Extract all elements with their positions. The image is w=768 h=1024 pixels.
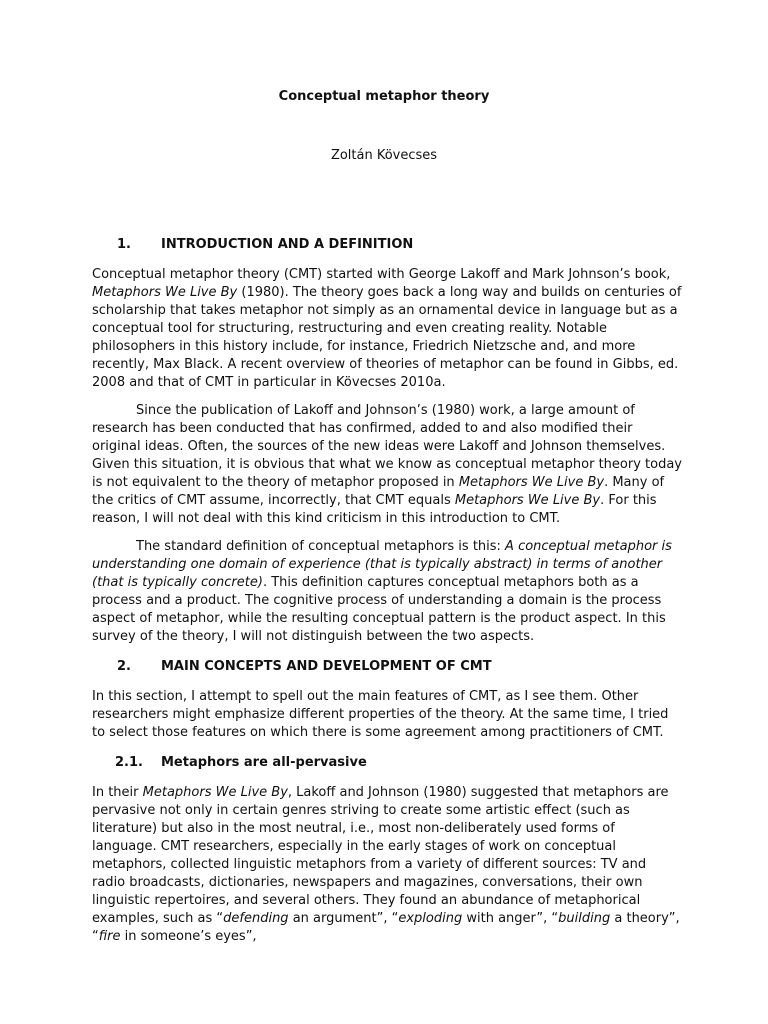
book-title: Metaphors We Live By [92, 285, 238, 300]
section-1-heading [92, 236, 682, 254]
example-term: fire [98, 929, 121, 944]
document-author: Zoltán Kövecses [330, 148, 438, 163]
section-1-title: INTRODUCTION AND A DEFINITION [161, 237, 414, 252]
section-2-title: MAIN CONCEPTS AND DEVELOPMENT OF CMT [161, 659, 492, 674]
section-1-paragraph-2: Since the publication of Lakoff and Johnson’s (1980) work, a large amount of research has been conducted that has confirmed, added to and also modified their original ideas. Often, the sources of the new ideas were Lakoff and Johnson themselves. Given this situation, it is obvious that what we know as conceptual metaphor theory today is not equivalent to the theory of metaphor proposed in Metaphors We Live By. Many of the critics of CMT assume, incorrectly, that CMT equals Metaphors We Live By. For this reason, I will not deal with this kind criticism in this introduction to CMT. [92, 403, 682, 526]
book-title: Metaphors We Live By [454, 493, 601, 508]
section-1-paragraph-3: The standard definition of conceptual metaphors is this: A conceptual metaphor is understanding one domain of experience (that is typically abstract) in terms of another (that is typically concrete). This definition captures conceptual metaphors both as a process and a product. The cognitive process of understanding a domain is the process aspect of metaphor, while the resulting conceptual pattern is the product aspect. In this survey of the theory, I will not distinguish between the two aspects. [92, 539, 672, 644]
document-title: Conceptual metaphor theory [278, 89, 490, 104]
section-2-1-paragraph-1: In their Metaphors We Live By, Lakoff and Johnson (1980) suggested that metaphors are pervasive not only in certain genres striving to create some artistic effect (such as literature) but also in the most neutral, i.e., most non-deliberately used forms of language. CMT researchers, especially in the early stages of work on conceptual metaphors, collected linguistic metaphors from a variety of different sources: TV and radio broadcasts, dictionaries, newspapers and magazines, conversations, their own linguistic repertoires, and several others. They found an abundance of metaphorical examples, such as “defending an argument”, “exploding with anger”, “building a theory”, “fire in someone’s eyes”, [92, 785, 680, 944]
document-body [92, 236, 682, 946]
section-2-heading [92, 658, 682, 676]
book-title: Metaphors We Live By [142, 785, 288, 800]
section-2-1-number: 2.1. [115, 755, 143, 770]
section-1-paragraph-1: Conceptual metaphor theory (CMT) started with George Lakoff and Mark Johnson’s book, Metaphors We Live By (1980). The theory goes back a long way and builds on centuries of scholarship that takes metaphor not simply as an ornamental device in language but as a conceptual tool for structuring, restructuring and even creating reality. Notable philosophers in this history include, for instance, Friedrich Nietzsche and, and more recently, Max Black. A recent overview of theories of metaphor can be found in Gibbs, ed. 2008 and that of CMT in particular in Kövecses 2010a. [92, 267, 682, 390]
section-2-1-heading [92, 754, 682, 772]
section-1-number: 1. [117, 237, 131, 252]
section-2-number: 2. [117, 659, 131, 674]
book-title: Metaphors We Live By [458, 475, 605, 490]
section-2-paragraph-1: In this section, I attempt to spell out the main features of CMT, as I see them. Other researchers might emphasize different properties of the theory. At the same time, I tried to select those features on which there is some agreement among practitioners of CMT. [92, 689, 669, 740]
section-2-1-title: Metaphors are all-pervasive [161, 755, 367, 770]
example-term: building [558, 911, 611, 926]
definition-text: A conceptual metaphor is understanding one domain of experience (that is typically abstract) in terms of another (that is typically concrete) [92, 539, 672, 590]
example-term: exploding [398, 911, 463, 926]
example-term: defending [223, 911, 289, 926]
